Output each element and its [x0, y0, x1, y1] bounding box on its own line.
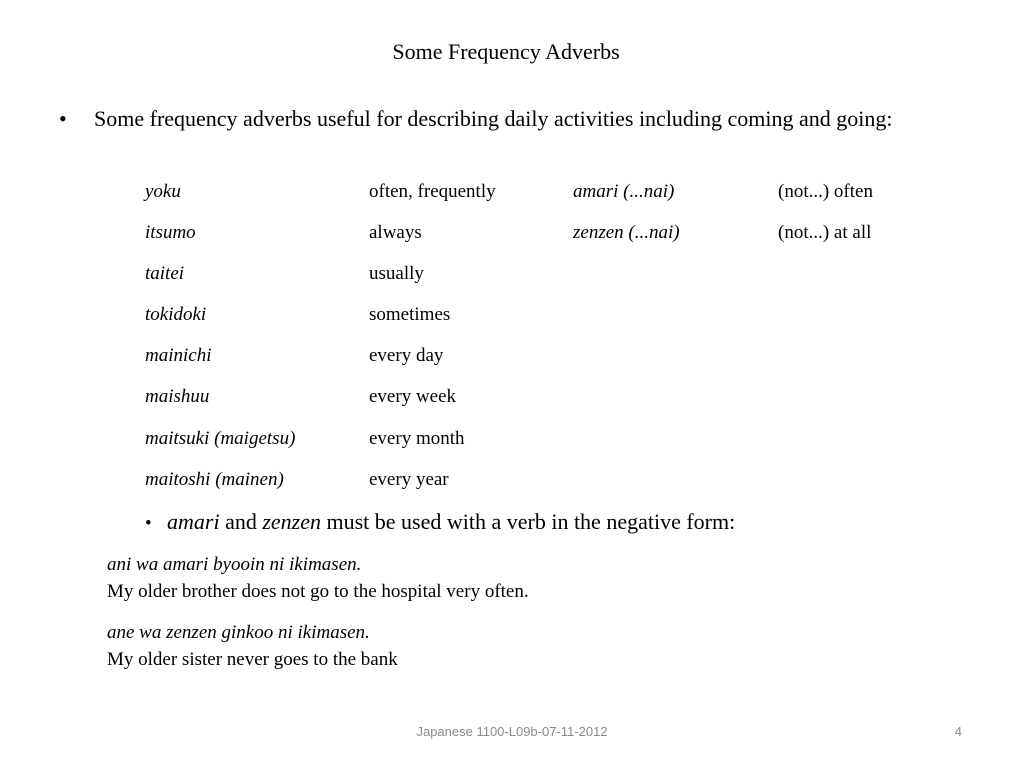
adverb-word: mainichi — [145, 345, 212, 367]
example-sentence — [107, 551, 529, 605]
example-sentence — [107, 619, 398, 673]
adverb-word: taitei — [145, 263, 185, 285]
adverb-meaning-2: (not...) at all — [778, 222, 872, 244]
bullet-marker: • — [59, 106, 67, 131]
example-english: My older brother does not go to the hospital very often. — [107, 581, 529, 602]
adverb-meaning: sometimes — [369, 304, 451, 326]
sub-bullet — [145, 506, 735, 540]
bullet-text: Some frequency adverbs useful for describing daily activities including coming and going: — [94, 106, 893, 131]
example-english: My older sister never goes to the bank — [107, 649, 398, 670]
adverb-word: maishuu — [145, 386, 210, 408]
adverb-meaning: always — [369, 222, 422, 244]
main-bullet — [59, 104, 979, 134]
adverb-word-2: zenzen (...nai) — [573, 222, 680, 244]
adverb-meaning: every week — [369, 386, 457, 408]
adverb-word: maitsuki (maigetsu) — [145, 427, 296, 449]
page-number: 4 — [954, 724, 962, 739]
adverb-word: maitoshi (mainen) — [145, 468, 284, 490]
sub-bullet-marker: • — [145, 513, 152, 534]
slide-footer: Japanese 1100-L09b-07-11-2012 — [416, 724, 608, 739]
adverb-word: yoku — [145, 181, 181, 202]
adverb-word-2: amari (...nai) — [573, 181, 675, 202]
adverb-meaning: every month — [369, 427, 465, 449]
example-japanese: ane wa zenzen ginkoo ni ikimasen. — [107, 622, 370, 643]
adverb-meaning-2: (not...) often — [778, 181, 873, 202]
adverb-word: itsumo — [145, 222, 196, 244]
sub-bullet-rest: must be used with a verb in the negative form: — [326, 509, 736, 534]
example-japanese: ani wa amari byooin ni ikimasen. — [107, 554, 362, 575]
slide-title: Some Frequency Adverbs — [392, 39, 620, 64]
adverb-word: tokidoki — [145, 304, 207, 326]
adverb-meaning: every day — [369, 345, 444, 367]
sub-bullet-word-amari: amari — [167, 509, 220, 534]
sub-bullet-word-zenzen: zenzen — [262, 509, 321, 534]
adverb-meaning: every year — [369, 468, 449, 490]
adverb-meaning: usually — [369, 263, 424, 285]
adverb-meaning: often, frequently — [369, 181, 496, 202]
sub-bullet-conj: and — [225, 509, 257, 534]
